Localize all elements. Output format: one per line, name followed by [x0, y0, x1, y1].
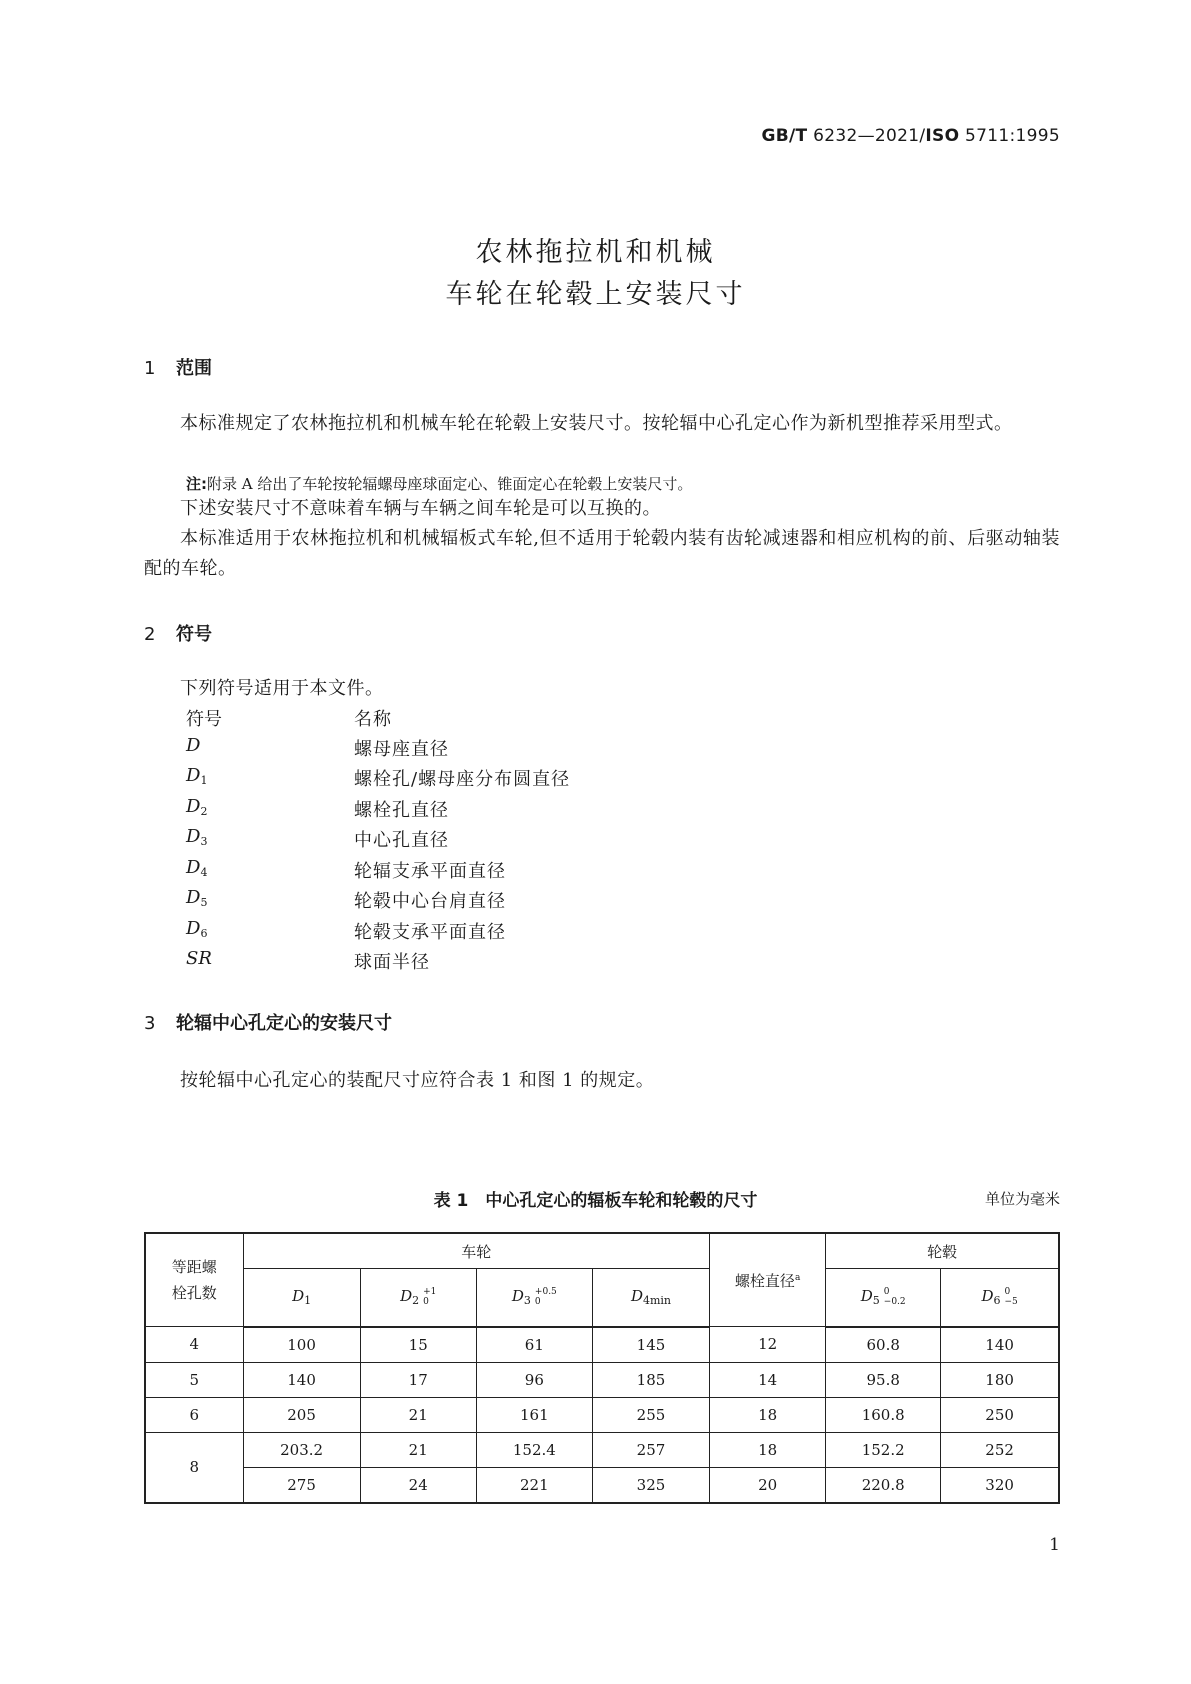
section-1-heading: 1 范围 [144, 358, 212, 379]
page-number: 1 [1049, 1535, 1060, 1555]
header-D2: $D_2+1$ 0 [360, 1269, 476, 1327]
header-D1: $D_1$ [243, 1269, 360, 1327]
header-D6: $D_60$ −5 [941, 1269, 1059, 1327]
header-D5: $D_50$ −0.2 [826, 1269, 941, 1327]
symbols-intro: 下列符号适用于本文件。 [180, 678, 384, 699]
header-D4min: $D_{4min}$ [592, 1269, 709, 1327]
table-caption: 表 1 中心孔定心的辐板车轮和轮毂的尺寸 [433, 1191, 758, 1211]
header-D3: $D_3+0.5$ 0 [476, 1269, 592, 1327]
standard-code: GB/T 6232—2021/ISO 5711:1995 [761, 126, 1060, 146]
table-row: 6 205 21 161 255 18 160.8 250 [145, 1397, 1059, 1432]
document-title-line1: 农林拖拉机和机械 [475, 237, 716, 268]
header-bolt-diameter: 螺栓直径$^a$ [710, 1233, 826, 1327]
section-3-paragraph: 按轮辐中心孔定心的装配尺寸应符合表 1 和图 1 的规定。 [180, 1070, 655, 1091]
table-row: 275 24 221 325 20 220.8 320 [145, 1467, 1059, 1503]
table-row: 4 100 15 61 145 12 60.8 140 [145, 1327, 1059, 1363]
dimensions-table [144, 1232, 1060, 1504]
document-title-line2: 车轮在轮毂上安装尺寸 [445, 279, 746, 310]
table-row: 5 140 17 96 185 14 95.8 180 [145, 1362, 1059, 1397]
scope-note: 注:附录 A 给出了车轮按轮辐螺母座球面定心、锥面定心在轮毂上安装尺寸。 [186, 475, 693, 493]
scope-paragraph-1: 本标准规定了农林拖拉机和机械车轮在轮毂上安装尺寸。按轮辐中心孔定心作为新机型推荐采用型式。 [180, 413, 1013, 434]
header-hub-group: 轮毂 [826, 1233, 1059, 1269]
table-row: 8 203.2 21 152.4 257 18 152.2 252 [145, 1432, 1059, 1467]
section-2-heading: 2 符号 [144, 624, 212, 645]
header-holes: 等距螺 栓孔数 [145, 1233, 243, 1327]
scope-paragraph-2: 下述安装尺寸不意味着车辆与车辆之间车轮是可以互换的。 [180, 498, 661, 519]
table-unit: 单位为毫米 [984, 1190, 1060, 1208]
header-wheel-group: 车轮 [243, 1233, 710, 1269]
scope-paragraph-3: 本标准适用于农林拖拉机和机械辐板式车轮,但不适用于轮毂内装有齿轮减速器和相应机构的前、后驱动轴装配的车轮。 [144, 528, 1060, 579]
section-3-heading: 3 轮辐中心孔定心的安装尺寸 [144, 1013, 392, 1034]
